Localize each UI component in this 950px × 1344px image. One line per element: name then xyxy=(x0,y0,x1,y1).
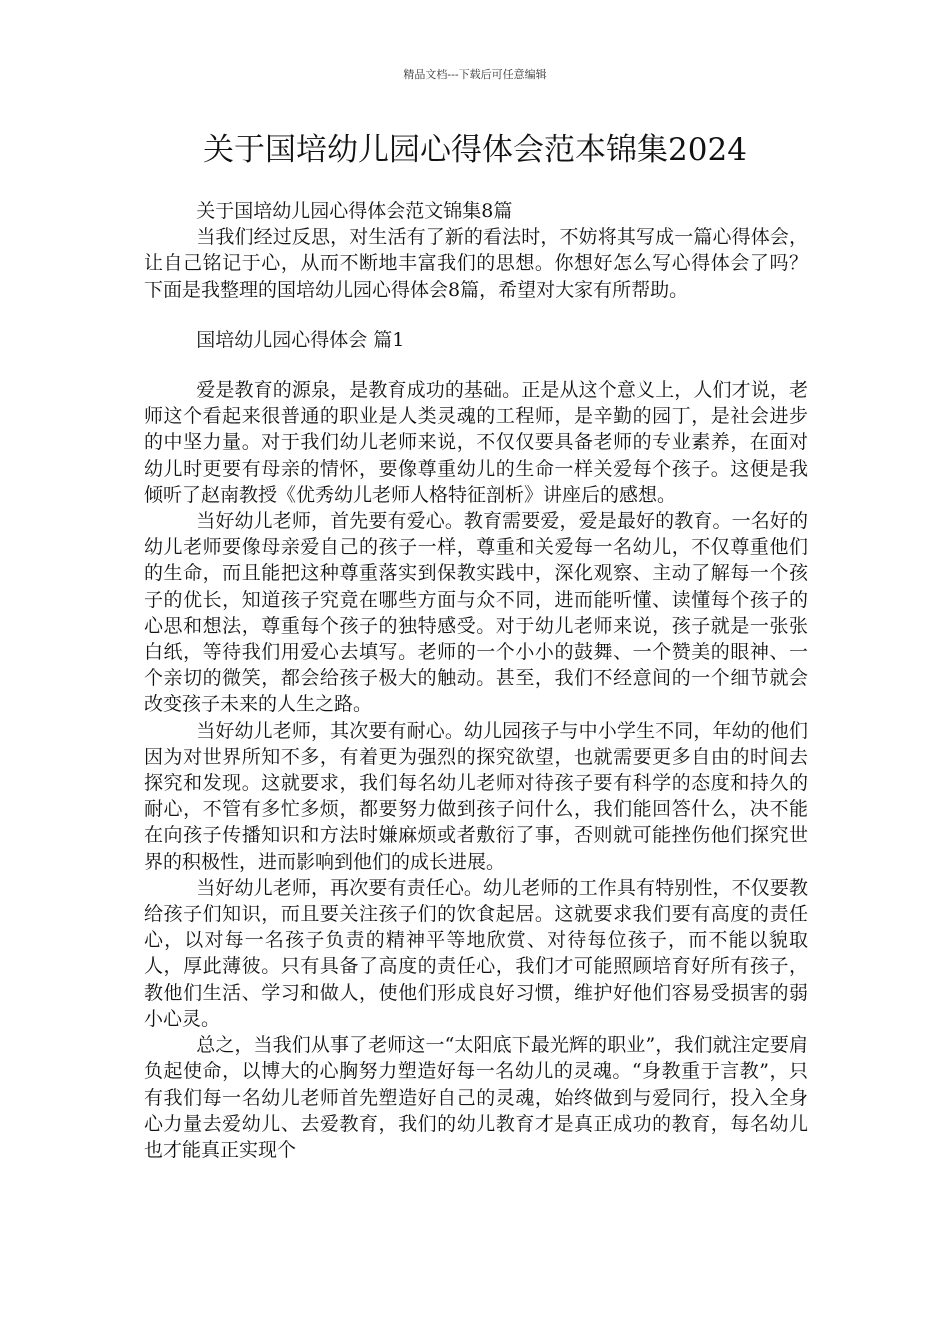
body-paragraph: 总之，当我们从事了老师这一“太阳底下最光辉的职业”，我们就注定要肩负起使命，以博大的心胸努力塑造好每一名幼儿的灵魂。“身教重于言教”，只有我们每一名幼儿老师首先塑造好自己的灵魂，始终做到与爱同行，投入全身心力量去爱幼儿、去爱教育，我们的幼儿教育才是真正成功的教育，每名幼儿也才能真正实现个 xyxy=(144,1034,808,1161)
body-paragraph: 爱是教育的源泉，是教育成功的基础。正是从这个意义上，人们才说，老师这个看起来很普通的职业是人类灵魂的工程师，是辛勤的园丁，是社会进步的中坚力量。对于我们幼儿老师来说，不仅仅要具备老师的专业素养，在面对幼儿时更要有母亲的情怀，要像尊重幼儿的生命一样关爱每个孩子。这便是我倾听了赵南教授《优秀幼儿老师人格特征剖析》讲座后的感想。 xyxy=(144,379,808,506)
spacer xyxy=(144,353,808,377)
spacer xyxy=(144,303,808,327)
document-body xyxy=(144,198,808,1163)
document-title: 关于国培幼儿园心得体会范本锦集2024 xyxy=(203,132,747,168)
body-paragraph: 当好幼儿老师，再次要有责任心。幼儿老师的工作具有特别性，不仅要教给孩子们知识，而且要关注孩子们的饮食起居。这就要求我们要有高度的责任心，以对每一名孩子负责的精神平等地欣赏、对待每位孩子，而不能以貌取人，厚此薄彼。只有具备了高度的责任心，我们才可能照顾培育好所有孩子，教他们生活、学习和做人，使他们形成良好习惯，维护好他们容易受损害的弱小心灵。 xyxy=(144,876,808,1030)
body-paragraph: 当好幼儿老师，其次要有耐心。幼儿园孩子与中小学生不同，年幼的他们因为对世界所知不多，有着更为强烈的探究欲望，也就需要更多自由的时间去探究和发现。这就要求，我们每名幼儿老师对待孩子要有科学的态度和持久的耐心，不管有多忙多烦，都要努力做到孩子问什么，我们能回答什么，决不能在向孩子传播知识和方法时嫌麻烦或者敷衍了事，否则就可能挫伤他们探究世界的积极性，进而影响到他们的成长进展。 xyxy=(144,719,808,873)
subtitle: 关于国培幼儿园心得体会范文锦集8篇 xyxy=(196,200,513,222)
header-note: 精品文档---下载后可任意编辑 xyxy=(403,68,547,81)
section-heading: 国培幼儿园心得体会 篇1 xyxy=(196,328,405,351)
intro-paragraph: 当我们经过反思，对生活有了新的看法时，不妨将其写成一篇心得体会，让自己铭记于心，从而不断地丰富我们的思想。你想好怎么写心得体会了吗？下面是我整理的国培幼儿园心得体会8篇，希望对大家有所帮助。 xyxy=(144,226,808,301)
body-paragraph: 当好幼儿老师，首先要有爱心。教育需要爱，爱是最好的教育。一名好的幼儿老师要像母亲爱自己的孩子一样，尊重和关爱每一名幼儿，不仅尊重他们的生命，而且能把这种尊重落实到保教实践中，深化观察、主动了解每一个孩子的优长，知道孩子究竟在哪些方面与众不同，进而能听懂、读懂每个孩子的心思和想法，尊重每个孩子的独特感受。对于幼儿老师来说，孩子就是一张张白纸，等待我们用爱心去填写。老师的一个小小的鼓舞、一个赞美的眼神、一个亲切的微笑，都会给孩子极大的触动。甚至，我们不经意间的一个细节就会改变孩子未来的人生之路。 xyxy=(144,510,808,716)
